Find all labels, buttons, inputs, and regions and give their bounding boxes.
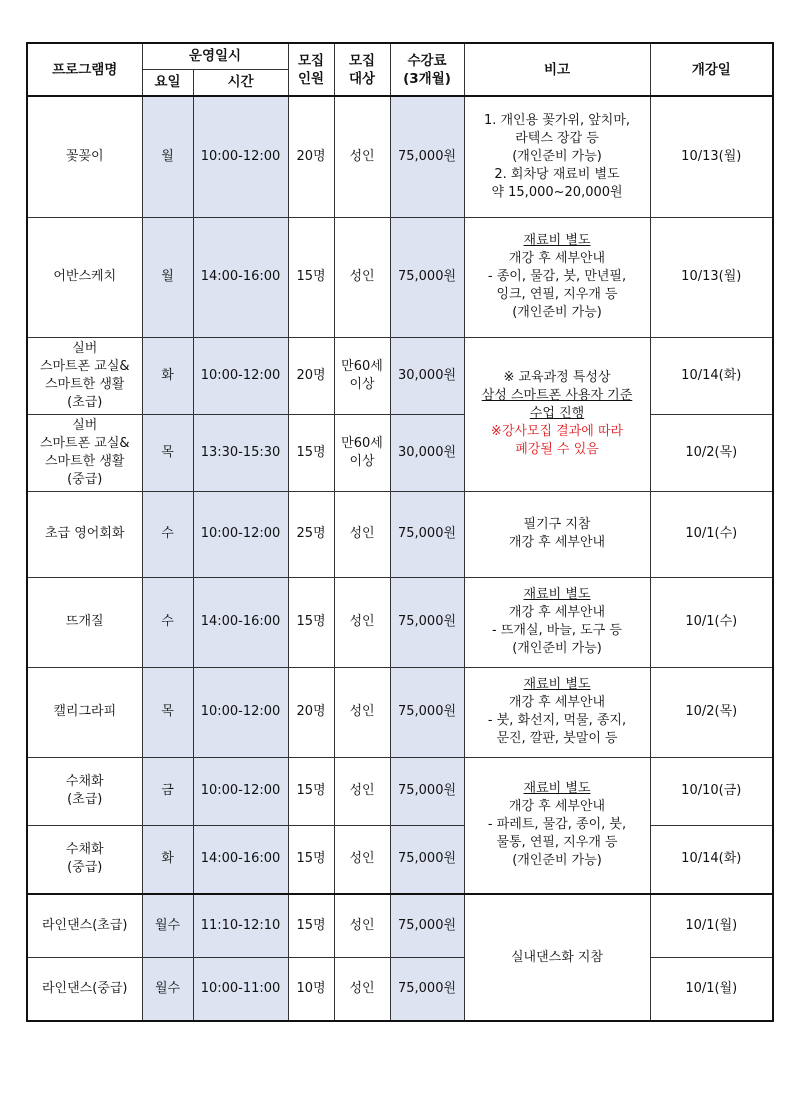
target-cell: 만60세 이상	[334, 337, 390, 414]
capacity-cell: 15명	[288, 414, 334, 491]
table-row	[27, 491, 773, 577]
program-name: 뜨개질	[27, 577, 142, 667]
target-cell: 성인	[334, 491, 390, 577]
header-capacity: 모집 인원	[288, 43, 334, 96]
header-start: 개강일	[650, 43, 773, 96]
day-cell: 수	[142, 577, 193, 667]
header-row-1	[27, 43, 773, 69]
fee-cell: 75,000원	[390, 96, 464, 217]
target-cell: 성인	[334, 577, 390, 667]
day-cell: 월수	[142, 894, 193, 957]
time-cell: 10:00-12:00	[193, 96, 288, 217]
program-name: 실버 스마트폰 교실& 스마트한 생활 (중급)	[27, 414, 142, 491]
fee-cell: 75,000원	[390, 957, 464, 1021]
program-name: 캘리그라피	[27, 667, 142, 757]
table-row	[27, 667, 773, 757]
program-name: 수채화 (중급)	[27, 825, 142, 894]
time-cell: 10:00-12:00	[193, 757, 288, 825]
capacity-cell: 15명	[288, 577, 334, 667]
capacity-cell: 15명	[288, 757, 334, 825]
fee-cell: 75,000원	[390, 491, 464, 577]
fee-cell: 75,000원	[390, 757, 464, 825]
table-row	[27, 894, 773, 957]
header-note: 비고	[464, 43, 650, 96]
note-cell: 실내댄스화 지참	[464, 894, 650, 1021]
capacity-cell: 20명	[288, 667, 334, 757]
time-cell: 10:00-12:00	[193, 491, 288, 577]
time-cell: 10:00-11:00	[193, 957, 288, 1021]
start-date-cell: 10/1(수)	[650, 577, 773, 667]
table-row	[27, 757, 773, 825]
day-cell: 화	[142, 337, 193, 414]
day-cell: 목	[142, 667, 193, 757]
target-cell: 만60세 이상	[334, 414, 390, 491]
table-row	[27, 825, 773, 894]
program-schedule-table	[26, 42, 774, 1022]
program-name: 실버 스마트폰 교실& 스마트한 생활 (초급)	[27, 337, 142, 414]
fee-cell: 75,000원	[390, 217, 464, 337]
start-date-cell: 10/2(목)	[650, 414, 773, 491]
capacity-cell: 25명	[288, 491, 334, 577]
day-cell: 목	[142, 414, 193, 491]
program-name: 초급 영어회화	[27, 491, 142, 577]
time-cell: 14:00-16:00	[193, 217, 288, 337]
start-date-cell: 10/10(금)	[650, 757, 773, 825]
target-cell: 성인	[334, 957, 390, 1021]
table-row	[27, 957, 773, 1021]
capacity-cell: 10명	[288, 957, 334, 1021]
start-date-cell: 10/13(월)	[650, 217, 773, 337]
day-cell: 수	[142, 491, 193, 577]
note-cell: 재료비 별도 개강 후 세부안내 - 종이, 물감, 붓, 만년필, 잉크, 연필, 지우개 등 (개인준비 가능)	[464, 217, 650, 337]
header-time: 시간	[193, 69, 288, 96]
day-cell: 월수	[142, 957, 193, 1021]
start-date-cell: 10/13(월)	[650, 96, 773, 217]
capacity-cell: 15명	[288, 825, 334, 894]
day-cell: 월	[142, 217, 193, 337]
target-cell: 성인	[334, 894, 390, 957]
capacity-cell: 20명	[288, 96, 334, 217]
program-name: 꽃꽂이	[27, 96, 142, 217]
program-name: 라인댄스(중급)	[27, 957, 142, 1021]
time-cell: 10:00-12:00	[193, 667, 288, 757]
table-row	[27, 96, 773, 217]
fee-cell: 75,000원	[390, 825, 464, 894]
start-date-cell: 10/2(목)	[650, 667, 773, 757]
start-date-cell: 10/1(수)	[650, 491, 773, 577]
fee-cell: 30,000원	[390, 337, 464, 414]
start-date-cell: 10/1(월)	[650, 894, 773, 957]
target-cell: 성인	[334, 96, 390, 217]
day-cell: 화	[142, 825, 193, 894]
header-day: 요일	[142, 69, 193, 96]
fee-cell: 75,000원	[390, 577, 464, 667]
header-target: 모집 대상	[334, 43, 390, 96]
start-date-cell: 10/14(화)	[650, 825, 773, 894]
fee-cell: 30,000원	[390, 414, 464, 491]
start-date-cell: 10/1(월)	[650, 957, 773, 1021]
note-cell: 재료비 별도 개강 후 세부안내 - 뜨개실, 바늘, 도구 등 (개인준비 가능)	[464, 577, 650, 667]
start-date-cell: 10/14(화)	[650, 337, 773, 414]
time-cell: 14:00-16:00	[193, 577, 288, 667]
note-cell: ※ 교육과정 특성상 삼성 스마트폰 사용자 기준 수업 진행 ※강사모집 결과에 따라 폐강될 수 있음	[464, 337, 650, 491]
table-row	[27, 337, 773, 414]
table-row	[27, 577, 773, 667]
table-row	[27, 217, 773, 337]
note-cell: 필기구 지참 개강 후 세부안내	[464, 491, 650, 577]
note-cell: 1. 개인용 꽃가위, 앞치마, 라텍스 장갑 등 (개인준비 가능) 2. 회차당 재료비 별도 약 15,000~20,000원	[464, 96, 650, 217]
fee-cell: 75,000원	[390, 894, 464, 957]
fee-cell: 75,000원	[390, 667, 464, 757]
time-cell: 11:10-12:10	[193, 894, 288, 957]
program-name: 어반스케치	[27, 217, 142, 337]
time-cell: 14:00-16:00	[193, 825, 288, 894]
header-program: 프로그램명	[27, 43, 142, 96]
capacity-cell: 20명	[288, 337, 334, 414]
header-schedule: 운영일시	[142, 43, 288, 69]
program-name: 라인댄스(초급)	[27, 894, 142, 957]
target-cell: 성인	[334, 825, 390, 894]
capacity-cell: 15명	[288, 894, 334, 957]
header-fee: 수강료 (3개월)	[390, 43, 464, 96]
day-cell: 금	[142, 757, 193, 825]
time-cell: 13:30-15:30	[193, 414, 288, 491]
note-cell: 재료비 별도 개강 후 세부안내 - 파레트, 물감, 종이, 붓, 물통, 연필, 지우개 등 (개인준비 가능)	[464, 757, 650, 894]
time-cell: 10:00-12:00	[193, 337, 288, 414]
table-row	[27, 414, 773, 491]
target-cell: 성인	[334, 757, 390, 825]
day-cell: 월	[142, 96, 193, 217]
program-name: 수채화 (초급)	[27, 757, 142, 825]
target-cell: 성인	[334, 217, 390, 337]
capacity-cell: 15명	[288, 217, 334, 337]
note-cell: 재료비 별도 개강 후 세부안내 - 붓, 화선지, 먹물, 종지, 문진, 깔판, 붓말이 등	[464, 667, 650, 757]
target-cell: 성인	[334, 667, 390, 757]
